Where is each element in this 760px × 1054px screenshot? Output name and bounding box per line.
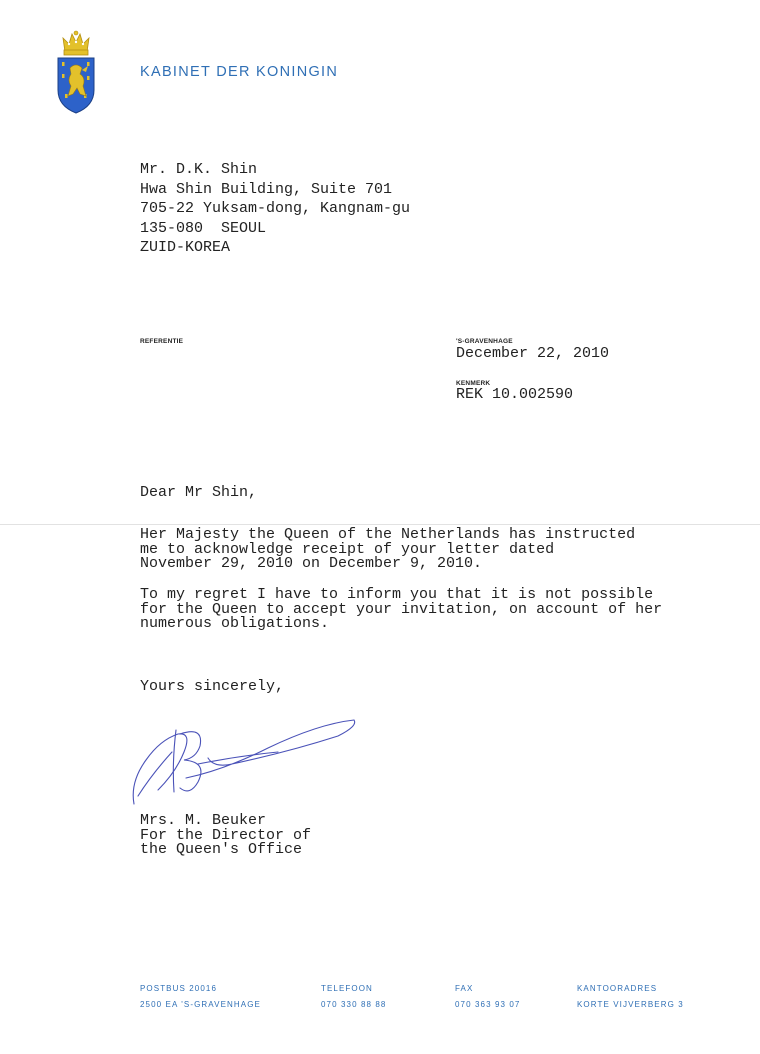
letter-date: December 22, 2010 (456, 345, 610, 362)
place-label: 'S-GRAVENHAGE (456, 338, 513, 345)
footer-fax-label: FAX (455, 984, 474, 993)
organization-name: KABINET DER KONINGIN (140, 64, 339, 80)
kenmerk-label: KENMERK (456, 380, 491, 387)
paragraph-line: Her Majesty the Queen of the Netherlands has instructed (140, 526, 636, 543)
signatory-block (140, 814, 311, 858)
signatory-line: the Queen's Office (140, 841, 303, 858)
closing: Yours sincerely, (140, 678, 285, 695)
footer-kantooradres-label: KANTOORADRES (577, 984, 658, 993)
footer-postbus-value: 2500 EA 'S-GRAVENHAGE (140, 1000, 261, 1009)
paragraph-line: numerous obligations. (140, 615, 330, 632)
paragraph-line: me to acknowledge receipt of your letter dated (140, 540, 555, 558)
scan-artifact-line (0, 524, 760, 525)
signatory-line: Mrs. M. Beuker (140, 812, 267, 829)
address-line: Hwa Shin Building, Suite 701 (140, 180, 393, 198)
footer-postbus-label: POSTBUS 20016 (140, 984, 217, 993)
address-line: ZUID-KOREA (140, 239, 231, 256)
recipient-address (140, 160, 410, 258)
paragraph-line: To my regret I have to inform you that it is not possible (140, 586, 654, 603)
salutation: Dear Mr Shin, (140, 484, 258, 501)
body-paragraph-2 (140, 588, 662, 632)
footer-kantooradres-value: KORTE VIJVERBERG 3 (577, 1000, 684, 1009)
address-line: 705-22 Yuksam-dong, Kangnam-gu (140, 200, 411, 217)
paragraph-line: November 29, 2010 on December 9, 2010. (140, 555, 483, 572)
royal-coat-of-arms-icon (56, 30, 96, 114)
footer-telefoon-label: TELEFOON (321, 984, 373, 993)
signature-image (128, 712, 360, 812)
paragraph-line: for the Queen to accept your invitation, on account of her (140, 600, 663, 618)
signatory-line: For the Director of (140, 826, 312, 844)
kenmerk-value: REK 10.002590 (456, 386, 574, 403)
footer-fax-value: 070 363 93 07 (455, 1000, 521, 1009)
body-paragraph-1 (140, 528, 635, 572)
referentie-label: REFERENTIE (140, 338, 184, 345)
address-line: 135-080 SEOUL (140, 219, 267, 237)
address-line: Mr. D.K. Shin (140, 161, 258, 178)
footer-telefoon-value: 070 330 88 88 (321, 1000, 387, 1009)
